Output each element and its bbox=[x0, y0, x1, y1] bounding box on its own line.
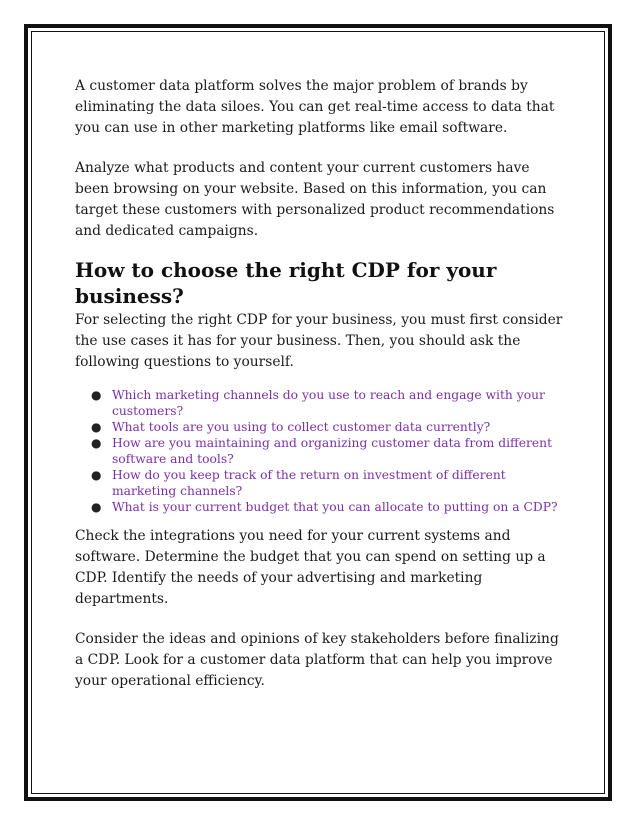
bullet-icon: ● bbox=[91, 500, 102, 514]
document-body bbox=[75, 76, 565, 692]
intro-paragraph: A customer data platform solves the major problem of brands by eliminating the data siloes. You can get real-time access to data that you can use in other marketing platforms like email software. bbox=[75, 78, 555, 136]
list-item bbox=[91, 499, 565, 515]
list-item bbox=[91, 387, 565, 419]
bullet-icon: ● bbox=[91, 388, 102, 402]
selection-paragraph: For selecting the right CDP for your business, you must first consider the use cases it has for your business. Then, you should ask the following questions to yourself. bbox=[75, 312, 563, 370]
list-item bbox=[91, 435, 565, 467]
list-item-text: What tools are you using to collect customer data currently? bbox=[112, 420, 491, 434]
integrations-paragraph: Check the integrations you need for your current systems and software. Determine the budget that you can spend on setting up a CDP. Identify the needs of your advertising and marketing departments. bbox=[75, 528, 546, 607]
analyze-paragraph: Analyze what products and content your current customers have been browsing on your website. Based on this information, you can target these customers with personalized product recommendations and dedicated campaigns. bbox=[75, 160, 555, 239]
bullet-icon: ● bbox=[91, 468, 102, 482]
list-item-text: How do you keep track of the return on investment of different marketing channels? bbox=[112, 468, 506, 498]
list-item bbox=[91, 419, 565, 435]
bullet-icon: ● bbox=[91, 436, 102, 450]
list-item bbox=[91, 467, 565, 499]
bullet-icon: ● bbox=[91, 420, 102, 434]
stakeholders-paragraph: Consider the ideas and opinions of key stakeholders before finalizing a CDP. Look for a customer data platform that can help you improve your operational efficiency. bbox=[75, 631, 559, 689]
list-item-text: What is your current budget that you can allocate to putting on a CDP? bbox=[112, 500, 558, 514]
questions-list bbox=[75, 387, 565, 515]
list-item-text: How are you maintaining and organizing customer data from different software and tools? bbox=[112, 436, 553, 466]
list-item-text: Which marketing channels do you use to reach and engage with your customers? bbox=[112, 388, 545, 418]
section-heading: How to choose the right CDP for your business? bbox=[75, 258, 497, 308]
